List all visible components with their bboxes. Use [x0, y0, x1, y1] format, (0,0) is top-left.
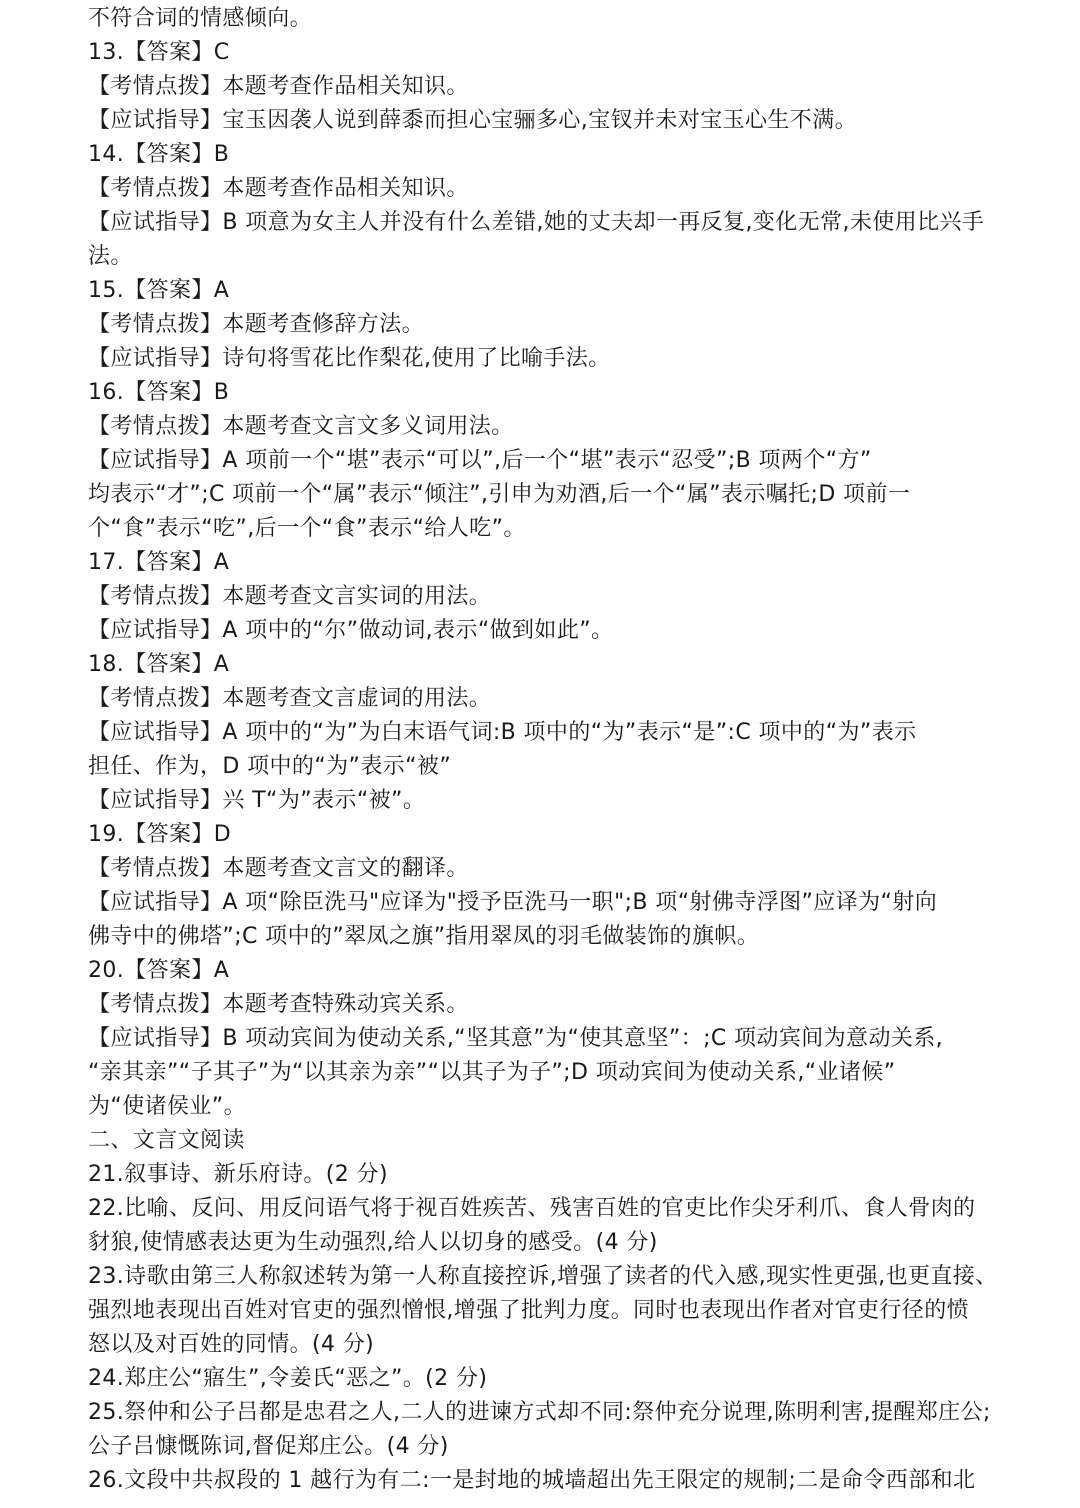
analysis-line: 【考情点拨】本题考查作品相关知识。 [88, 74, 469, 99]
analysis-line: 【考情点拨】本题考查文言虚词的用法。 [88, 686, 492, 711]
answer-line-14: 14.【答案】B [88, 142, 230, 167]
document-body [88, 2, 998, 1498]
answer-line-25: 25.祭仲和公子吕都是忠君之人,二人的进谏方式却不同:祭仲充分说理,陈明利害,提醒郑庄公; [88, 1400, 991, 1425]
guidance-line: 【应试指导】B 项意为女主人并没有什么差错,她的丈夫却一再反复,变化无常,未使用比兴手 [88, 210, 985, 235]
guidance-line: 【应试指导】兴 T“为”表示“被”。 [88, 788, 426, 813]
guidance-line: 【应试指导】A 项前一个“堪”表示“可以”,后一个“堪”表示“忍受”;B 项两个“方” [88, 448, 872, 473]
analysis-line: 【考情点拨】本题考查文言文多义词用法。 [88, 414, 514, 439]
text-line: 豺狼,使情感表达更为生动强烈,给人以切身的感受。(4 分) [88, 1230, 658, 1255]
text-line: 强烈地表现出百姓对官吏的强烈憎恨,增强了批判力度。同时也表现出作者对官吏行径的愤 [88, 1298, 969, 1323]
answer-line-23: 23.诗歌由第三人称叙述转为第一人称直接控诉,增强了读者的代入感,现实性更强,也更直接、 [88, 1264, 998, 1289]
text-line: 佛寺中的佛塔”;C 项中的”翠凤之旗”指用翠凤的羽毛做装饰的旗帜。 [88, 924, 760, 949]
text-line: 个“食”表示“吃”,后一个“食”表示“给人吃”。 [88, 516, 526, 541]
guidance-line: 【应试指导】诗句将雪花比作梨花,使用了比喻手法。 [88, 346, 611, 371]
guidance-line: 【应试指导】A 项“除臣洗马"应译为"授予臣洗马一职";B 项“射佛寺浮图”应译为“射向 [88, 890, 938, 915]
guidance-line: 【应试指导】A 项中的“尔”做动词,表示“做到如此”。 [88, 618, 614, 643]
answer-line-22: 22.比喻、反问、用反问语气将于视百姓疾苦、残害百姓的官吏比作尖牙利爪、食人骨肉的 [88, 1196, 976, 1221]
text-line: 担任、作为，D 项中的“为”表示“被” [88, 754, 452, 779]
analysis-line: 【考情点拨】本题考查文言文的翻译。 [88, 856, 469, 881]
answer-line-13: 13.【答案】C [88, 40, 230, 65]
answer-line-21: 21.叙事诗、新乐府诗。(2 分) [88, 1162, 388, 1187]
answer-line-26: 26.文段中共叔段的 1 越行为有二:一是封地的城墙超出先王限定的规制;二是命令西部和北 [88, 1468, 976, 1493]
answer-line-24: 24.郑庄公“寤生”,令姜氏“恶之”。(2 分) [88, 1366, 488, 1391]
section-heading: 二、文言文阅读 [88, 1128, 245, 1153]
answer-line-20: 20.【答案】A [88, 958, 230, 983]
analysis-line: 【考情点拨】本题考查修辞方法。 [88, 312, 425, 337]
answer-line-17: 17.【答案】A [88, 550, 230, 575]
guidance-line: 【应试指导】A 项中的“为”为白末语气词:B 项中的“为”表示“是”:C 项中的“为”表示 [88, 720, 917, 745]
text-line: 怒以及对百姓的同情。(4 分) [88, 1332, 375, 1357]
text-line: 法。 [88, 244, 133, 269]
analysis-line: 【考情点拨】本题考查文言实词的用法。 [88, 584, 492, 609]
guidance-line: 【应试指导】B 项动宾间为使动关系,“坚其意”为“使其意坚”：;C 项动宾间为意动关系, [88, 1026, 944, 1051]
text-line: “亲其亲”“子其子”为“以其亲为亲”“以其子为子”;D 项动宾间为使动关系,“业诸候” [88, 1060, 896, 1085]
text-line: 不符合词的情感倾向。 [88, 6, 313, 31]
text-line: 均表示“才”;C 项前一个“属”表示“倾注”,引申为劝酒,后一个“属”表示嘱托;D 项前一 [88, 482, 911, 507]
text-line: 为“使诸侯业”。 [88, 1094, 246, 1119]
text-line: 公子吕慷慨陈词,督促郑庄公。(4 分) [88, 1434, 449, 1459]
answer-line-15: 15.【答案】A [88, 278, 230, 303]
answer-line-16: 16.【答案】B [88, 380, 230, 405]
answer-line-18: 18.【答案】A [88, 652, 230, 677]
analysis-line: 【考情点拨】本题考查作品相关知识。 [88, 176, 469, 201]
answer-line-19: 19.【答案】D [88, 822, 232, 847]
guidance-line: 【应试指导】宝玉因袭人说到薛黍而担心宝骊多心,宝钗并未对宝玉心生不满。 [88, 108, 857, 133]
analysis-line: 【考情点拨】本题考查特殊动宾关系。 [88, 992, 469, 1017]
